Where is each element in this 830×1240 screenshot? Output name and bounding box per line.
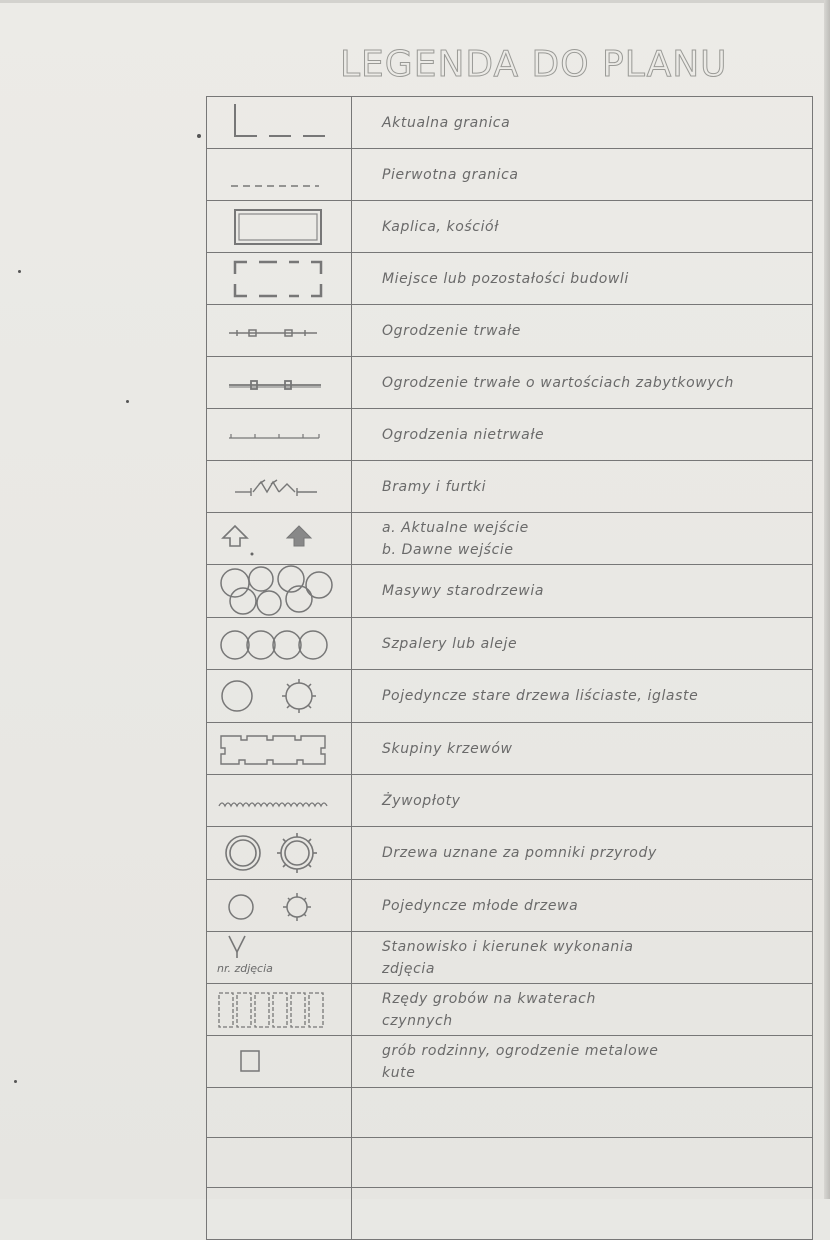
current-border-icon	[207, 97, 352, 149]
empty-description-cell	[352, 1088, 813, 1138]
stray-dot	[126, 400, 129, 403]
legend-description	[352, 409, 813, 461]
legend-table	[206, 96, 813, 1240]
legend-row	[207, 618, 813, 670]
temporary-fence-icon	[207, 409, 352, 461]
legend-description	[352, 513, 813, 565]
description-line: Pojedyncze stare drzewa liściaste, iglaste	[382, 688, 699, 704]
empty-symbol-cell	[207, 1188, 352, 1240]
description-line: kute	[382, 1064, 416, 1081]
legend-description	[352, 565, 813, 618]
legend-row	[207, 775, 813, 827]
page-title: LEGENDA DO PLANU	[340, 44, 728, 85]
shrub-group-icon	[207, 723, 352, 775]
empty-row	[207, 1138, 813, 1188]
empty-row	[207, 1188, 813, 1240]
description-line: czynnych	[382, 1012, 453, 1029]
description-line: Kaplica, kościół	[382, 218, 499, 235]
hedge-icon	[207, 775, 352, 827]
legend-row	[207, 201, 813, 253]
family-grave-icon	[207, 1036, 352, 1088]
legend-row	[207, 149, 813, 201]
description-line: Miejsce lub pozostałości budowli	[382, 270, 629, 287]
legend-row	[207, 409, 813, 461]
description-line: Ogrodzenie trwałe o wartościach zabytkowych	[382, 374, 734, 391]
legend-description	[352, 618, 813, 670]
description-line: b. Dawne wejście	[382, 541, 514, 558]
photo-point-icon	[207, 932, 352, 984]
description-line: Skupiny krzewów	[382, 740, 513, 757]
historic-fence-icon	[207, 357, 352, 409]
empty-symbol-cell	[207, 1138, 352, 1188]
permanent-fence-icon	[207, 305, 352, 357]
stray-dot	[197, 134, 201, 138]
description-line: Pierwotna granica	[382, 166, 519, 183]
legend-description	[352, 357, 813, 409]
legend-row	[207, 305, 813, 357]
legend-row	[207, 513, 813, 565]
legend-description	[352, 97, 813, 149]
entrance-arrows-icon	[207, 513, 352, 565]
legend-description	[352, 827, 813, 880]
description-line: Ogrodzenie trwałe	[382, 322, 522, 339]
legend-row	[207, 461, 813, 513]
photo-number-label: nr. zdjęcia	[217, 962, 273, 975]
legend-row	[207, 1036, 813, 1088]
stray-dot	[18, 270, 21, 273]
chapel-church-icon	[207, 201, 352, 253]
description-line: zdjęcia	[382, 960, 436, 977]
legend-row	[207, 932, 813, 984]
stray-dot	[14, 1080, 17, 1083]
empty-symbol-cell	[207, 1088, 352, 1138]
description-line: a. Aktualne wejście	[382, 519, 529, 536]
legend-row	[207, 97, 813, 149]
tree-row-icon	[207, 618, 352, 670]
empty-row	[207, 1088, 813, 1138]
young-trees-icon	[207, 880, 352, 932]
legend-description	[352, 880, 813, 932]
legend-row	[207, 723, 813, 775]
building-remains-icon	[207, 253, 352, 305]
legend-row	[207, 565, 813, 618]
single-old-trees-icon	[207, 670, 352, 723]
description-line: grób rodzinny, ogrodzenie metalowe	[382, 1042, 659, 1059]
legend-description	[352, 670, 813, 723]
description-line: Bramy i furtki	[382, 478, 487, 495]
description-line: Aktualna granica	[382, 114, 511, 131]
original-border-icon	[207, 149, 352, 201]
old-tree-mass-icon	[207, 565, 352, 618]
legend-row	[207, 984, 813, 1036]
legend-row	[207, 827, 813, 880]
grave-rows-icon	[207, 984, 352, 1036]
description-line: Szpalery lub aleje	[382, 635, 518, 652]
description-line: Masywy starodrzewia	[382, 583, 545, 599]
legend-description	[352, 932, 813, 984]
description-line: Rzędy grobów na kwaterach	[382, 990, 596, 1007]
legend-description	[352, 1036, 813, 1088]
legend-row	[207, 880, 813, 932]
description-line: Drzewa uznane za pomniki przyrody	[382, 845, 657, 861]
legend-row	[207, 253, 813, 305]
legend-description	[352, 723, 813, 775]
paper-right-edge	[824, 0, 830, 1199]
gates-icon	[207, 461, 352, 513]
natural-monument-trees-icon	[207, 827, 352, 880]
description-line: Ogrodzenia nietrwałe	[382, 426, 545, 443]
legend-description	[352, 305, 813, 357]
description-line: Stanowisko i kierunek wykonania	[382, 938, 634, 955]
legend-description	[352, 149, 813, 201]
legend-description	[352, 984, 813, 1036]
paper-top-edge	[0, 0, 830, 3]
empty-description-cell	[352, 1188, 813, 1240]
legend-row	[207, 357, 813, 409]
empty-description-cell	[352, 1138, 813, 1188]
legend-description	[352, 461, 813, 513]
legend-description	[352, 201, 813, 253]
legend-description	[352, 253, 813, 305]
description-line: Pojedyncze młode drzewa	[382, 897, 579, 914]
description-line: Żywopłoty	[382, 792, 461, 809]
legend-row	[207, 670, 813, 723]
legend-description	[352, 775, 813, 827]
